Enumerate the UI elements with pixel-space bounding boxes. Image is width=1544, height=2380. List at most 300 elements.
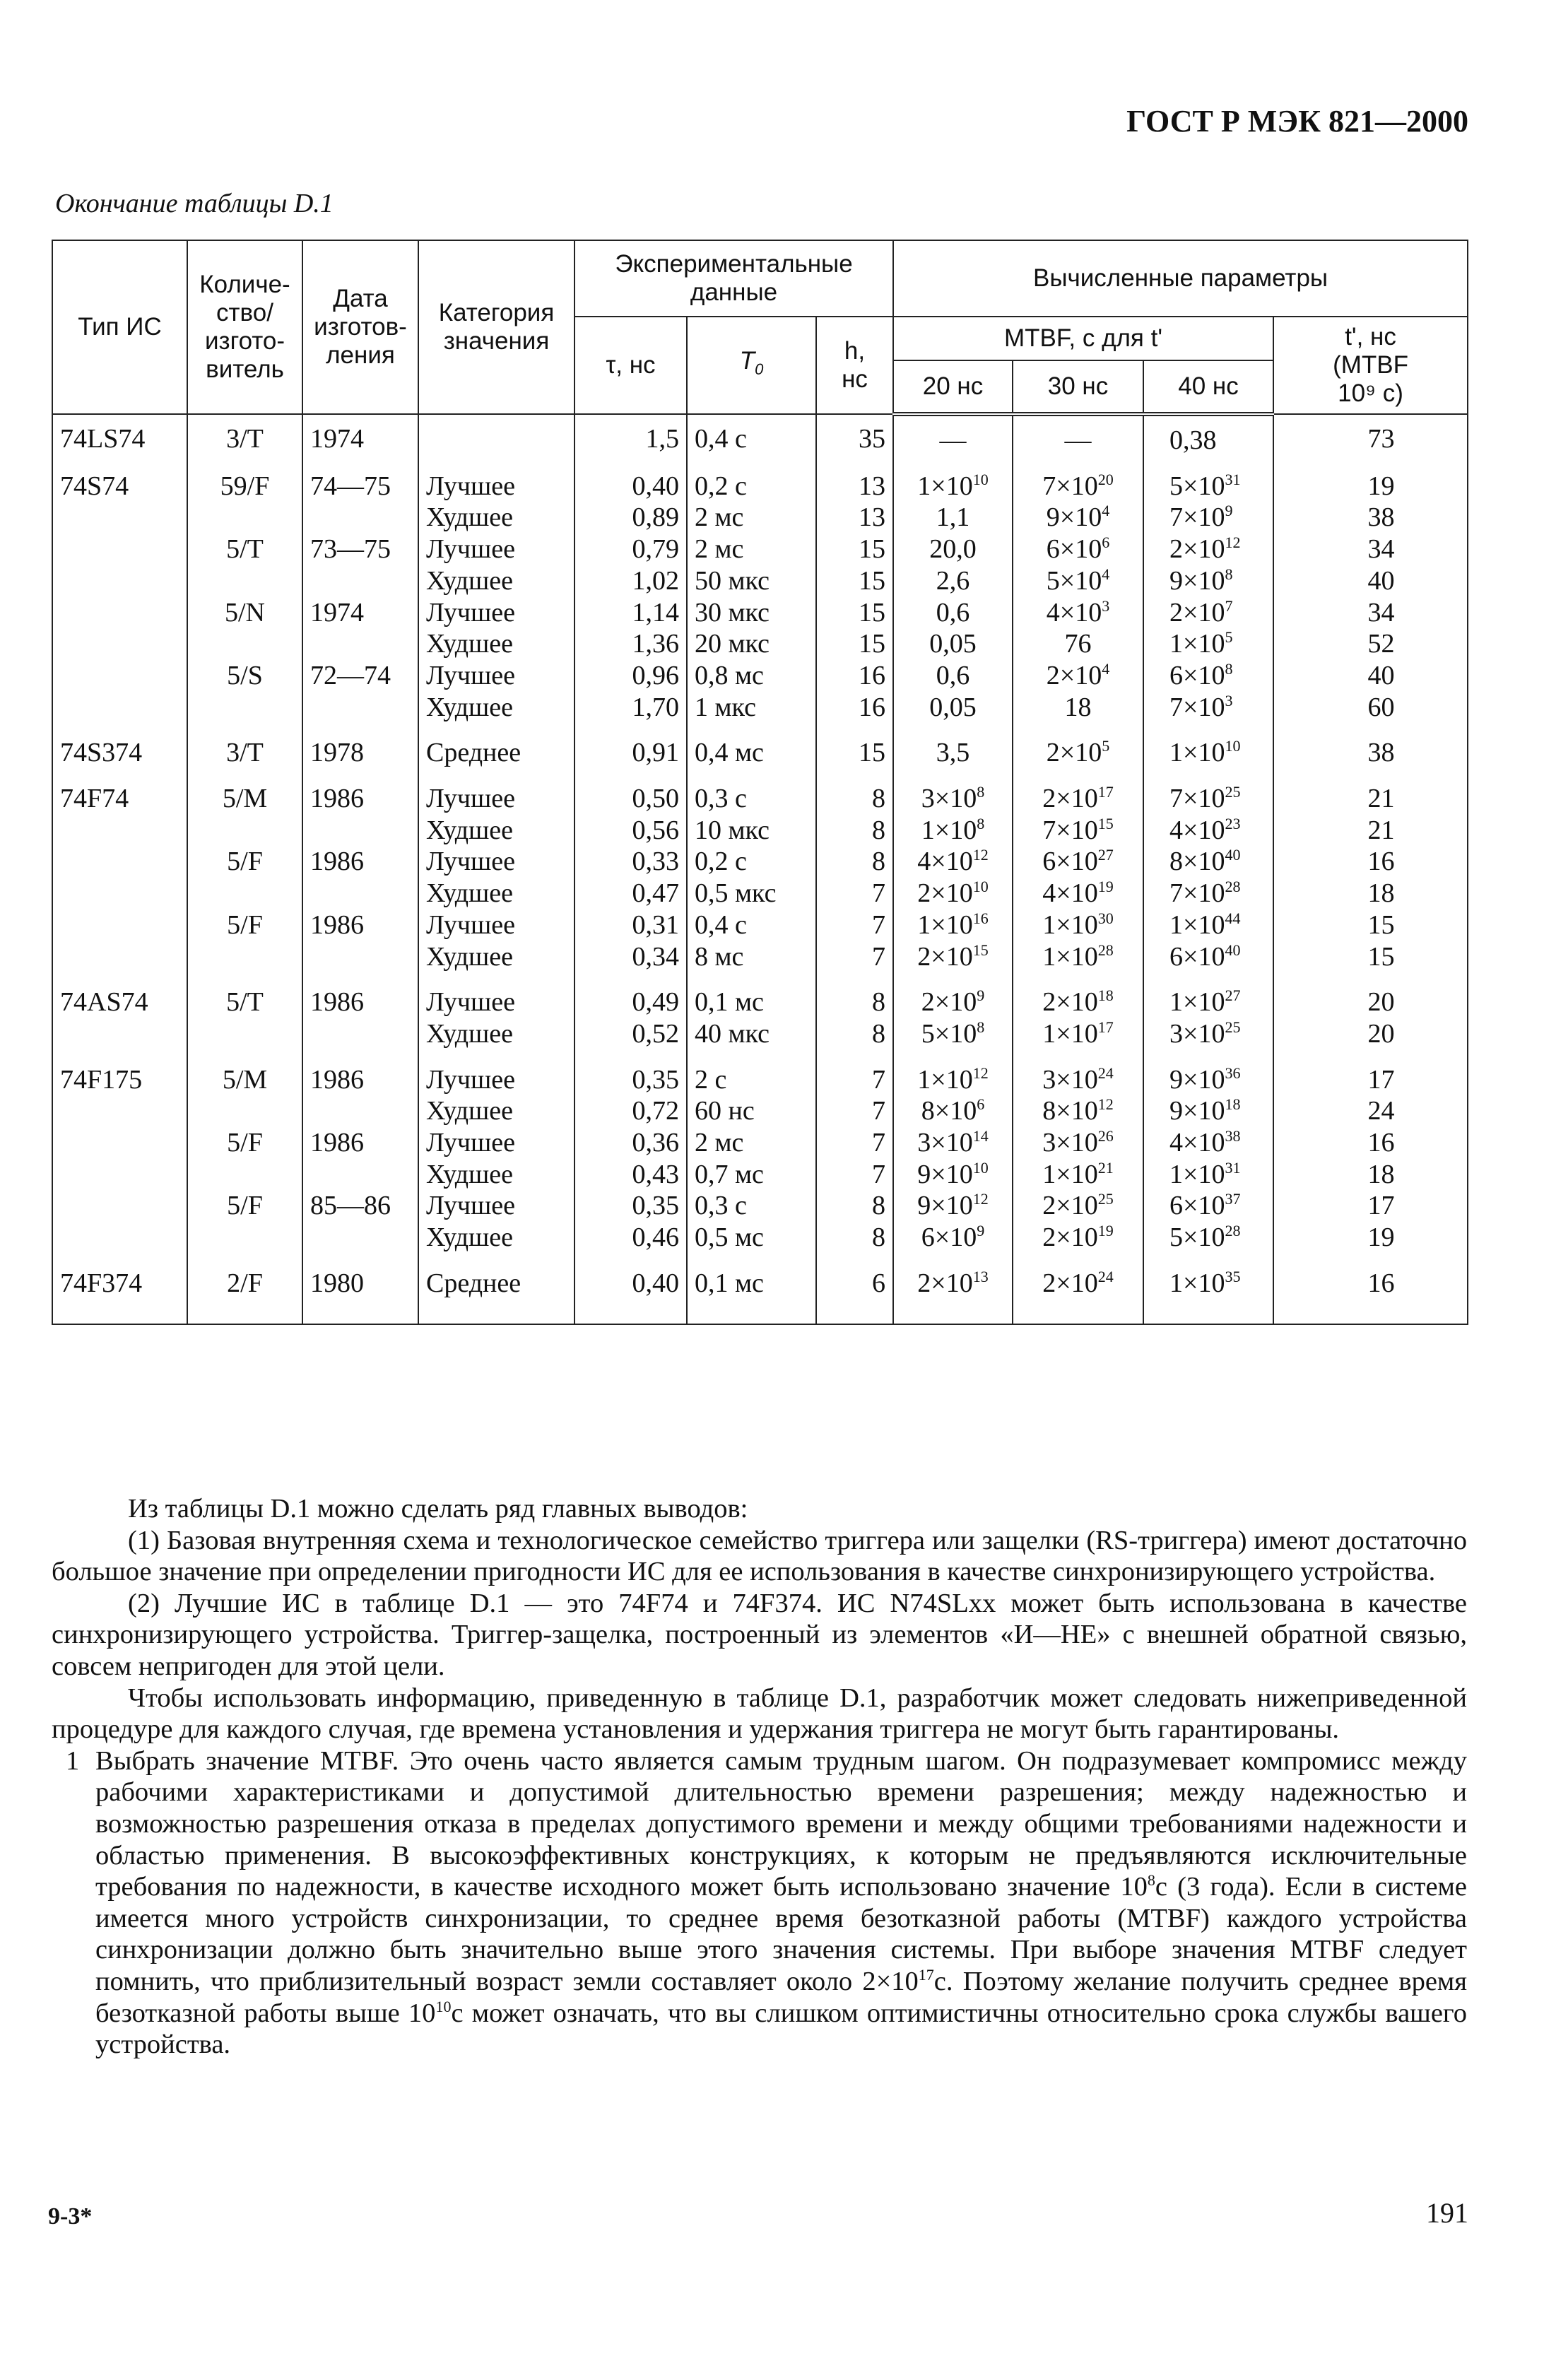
- cell-mtbf-40: $6\times 10^{40}$: [1143, 941, 1273, 973]
- cell-mtbf-20: —: [893, 414, 1013, 456]
- cell-type: [52, 1222, 187, 1254]
- cell-mtbf-40: $6\times 10^{37}$: [1143, 1190, 1273, 1222]
- cell-tau: 0,47: [574, 878, 687, 909]
- cell-type: [52, 628, 187, 660]
- cell-mtbf-40: $7\times 10^9$: [1143, 502, 1273, 534]
- header-date: Дата изготов- ления: [302, 240, 418, 414]
- cell-tau: 0,40: [574, 456, 687, 502]
- cell-type: 74S74: [52, 456, 187, 502]
- cell-qty: [187, 1018, 302, 1050]
- cell-category: Лучшее: [418, 534, 574, 565]
- cell-tau: 0,89: [574, 502, 687, 534]
- cell-mtbf-20: $3\times 10^8$: [893, 769, 1013, 815]
- table-row: [52, 1050, 1468, 1096]
- cell-mtbf-30: $2\times 10^4$: [1013, 660, 1143, 692]
- cell-date: 1980: [302, 1254, 418, 1324]
- cell-mtbf-30: $1\times 10^{17}$: [1013, 1018, 1143, 1050]
- cell-date: [302, 502, 418, 534]
- cell-category: Среднее: [418, 1254, 574, 1324]
- cell-qty: [187, 565, 302, 597]
- cell-date: 1986: [302, 972, 418, 1018]
- cell-mtbf-30: $2\times 10^{19}$: [1013, 1222, 1143, 1254]
- cell-tau: 0,46: [574, 1222, 687, 1254]
- cell-t0: 1 мкс: [687, 692, 816, 724]
- cell-qty: 5/M: [187, 769, 302, 815]
- cell-tau: 0,35: [574, 1190, 687, 1222]
- cell-date: 1978: [302, 723, 418, 769]
- cell-tau: 0,43: [574, 1159, 687, 1191]
- cell-tau: 0,96: [574, 660, 687, 692]
- cell-mtbf-20: $3\times 10^{14}$: [893, 1127, 1013, 1159]
- cell-t0: 10 мкс: [687, 815, 816, 847]
- cell-h: 15: [816, 565, 893, 597]
- table-row: [52, 414, 1468, 456]
- table-row: [52, 1018, 1468, 1050]
- cell-type: 74F74: [52, 769, 187, 815]
- cell-category: Лучшее: [418, 972, 574, 1018]
- cell-tprime: 19: [1273, 456, 1468, 502]
- cell-category: Худшее: [418, 1018, 574, 1050]
- cell-qty: [187, 1095, 302, 1127]
- cell-t0: 0,4 мс: [687, 723, 816, 769]
- cell-mtbf-20: 0,6: [893, 660, 1013, 692]
- cell-mtbf-40: $4\times 10^{38}$: [1143, 1127, 1273, 1159]
- cell-tprime: 20: [1273, 1018, 1468, 1050]
- table-row: [52, 565, 1468, 597]
- document-header: ГОСТ Р МЭК 821—2000: [1126, 104, 1468, 139]
- table-row: [52, 1159, 1468, 1191]
- cell-category: Худшее: [418, 565, 574, 597]
- cell-mtbf-20: $1\times 10^8$: [893, 815, 1013, 847]
- cell-qty: [187, 628, 302, 660]
- cell-qty: 5/N: [187, 597, 302, 629]
- cell-h: 7: [816, 909, 893, 941]
- cell-h: 7: [816, 1127, 893, 1159]
- cell-tau: 1,36: [574, 628, 687, 660]
- cell-qty: 2/F: [187, 1254, 302, 1324]
- cell-type: [52, 1095, 187, 1127]
- cell-mtbf-30: $2\times 10^{17}$: [1013, 769, 1143, 815]
- cell-date: 1986: [302, 909, 418, 941]
- cell-h: 7: [816, 941, 893, 973]
- header-computed: Вычисленные параметры: [893, 240, 1468, 317]
- cell-tprime: 60: [1273, 692, 1468, 724]
- cell-category: Худшее: [418, 878, 574, 909]
- cell-mtbf-30: —: [1013, 414, 1143, 456]
- header-experimental: Экспериментальные данные: [574, 240, 893, 317]
- cell-tau: 1,5: [574, 414, 687, 456]
- cell-mtbf-40: $8\times 10^{40}$: [1143, 846, 1273, 878]
- cell-tau: 0,52: [574, 1018, 687, 1050]
- cell-h: 35: [816, 414, 893, 456]
- cell-category: Худшее: [418, 1222, 574, 1254]
- cell-qty: 3/T: [187, 723, 302, 769]
- header-h: h, нс: [816, 317, 893, 414]
- cell-h: 8: [816, 815, 893, 847]
- cell-category: Лучшее: [418, 1050, 574, 1096]
- cell-mtbf-30: $9\times 10^4$: [1013, 502, 1143, 534]
- cell-h: 8: [816, 769, 893, 815]
- cell-tprime: 15: [1273, 941, 1468, 973]
- cell-t0: 0,4 с: [687, 909, 816, 941]
- cell-type: [52, 909, 187, 941]
- cell-mtbf-40: $7\times 10^{25}$: [1143, 769, 1273, 815]
- cell-date: [302, 1018, 418, 1050]
- cell-qty: [187, 1159, 302, 1191]
- cell-qty: [187, 815, 302, 847]
- cell-t0: 0,7 мс: [687, 1159, 816, 1191]
- cell-category: Лучшее: [418, 769, 574, 815]
- cell-h: 8: [816, 972, 893, 1018]
- cell-category: [418, 414, 574, 456]
- cell-t0: 0,2 с: [687, 846, 816, 878]
- table-row: [52, 660, 1468, 692]
- point-1: (1) Базовая внутренняя схема и технологическое семейство триггера или защелки (RS-триггера) имеют достаточно большое значение при определении пригодности ИС для ее использования в качестве синхронизирующего устройства.: [52, 1525, 1467, 1587]
- cell-category: Худшее: [418, 1159, 574, 1191]
- cell-mtbf-20: $2\times 10^{10}$: [893, 878, 1013, 909]
- cell-date: 74—75: [302, 456, 418, 502]
- cell-tau: 0,35: [574, 1050, 687, 1096]
- cell-category: Худшее: [418, 815, 574, 847]
- cell-category: Лучшее: [418, 846, 574, 878]
- cell-tprime: 16: [1273, 1127, 1468, 1159]
- cell-qty: [187, 941, 302, 973]
- cell-date: 1986: [302, 1127, 418, 1159]
- cell-category: Лучшее: [418, 660, 574, 692]
- cell-t0: 0,2 с: [687, 456, 816, 502]
- cell-date: 72—74: [302, 660, 418, 692]
- step-number: 1: [66, 1745, 80, 1776]
- cell-h: 7: [816, 1095, 893, 1127]
- cell-h: 8: [816, 1222, 893, 1254]
- cell-h: 15: [816, 723, 893, 769]
- cell-tprime: 18: [1273, 878, 1468, 909]
- cell-tprime: 52: [1273, 628, 1468, 660]
- table-caption: Окончание таблицы D.1: [55, 189, 334, 218]
- cell-date: [302, 692, 418, 724]
- cell-t0: 0,1 мс: [687, 972, 816, 1018]
- cell-category: Лучшее: [418, 597, 574, 629]
- cell-h: 13: [816, 502, 893, 534]
- cell-h: 15: [816, 628, 893, 660]
- header-qty: Количе- ство/ изгото- витель: [187, 240, 302, 414]
- cell-mtbf-40: $1\times 10^{31}$: [1143, 1159, 1273, 1191]
- cell-t0: 0,1 мс: [687, 1254, 816, 1324]
- cell-date: [302, 1222, 418, 1254]
- table-row: [52, 878, 1468, 909]
- table-row: [52, 846, 1468, 878]
- cell-mtbf-40: $1\times 10^{35}$: [1143, 1254, 1273, 1324]
- cell-qty: [187, 878, 302, 909]
- cell-date: 73—75: [302, 534, 418, 565]
- cell-h: 7: [816, 878, 893, 909]
- cell-mtbf-40: $3\times 10^{25}$: [1143, 1018, 1273, 1050]
- cell-h: 8: [816, 846, 893, 878]
- cell-date: 1986: [302, 846, 418, 878]
- cell-type: 74LS74: [52, 414, 187, 456]
- cell-type: 74F374: [52, 1254, 187, 1324]
- cell-mtbf-30: $1\times 10^{30}$: [1013, 909, 1143, 941]
- cell-tau: 0,56: [574, 815, 687, 847]
- cell-t0: 20 мкс: [687, 628, 816, 660]
- cell-mtbf-20: $6\times 10^9$: [893, 1222, 1013, 1254]
- cell-tprime: 38: [1273, 502, 1468, 534]
- cell-mtbf-20: 0,6: [893, 597, 1013, 629]
- cell-date: 1974: [302, 414, 418, 456]
- cell-type: 74S374: [52, 723, 187, 769]
- cell-mtbf-20: $2\times 10^{15}$: [893, 941, 1013, 973]
- intro-paragraph: Из таблицы D.1 можно сделать ряд главных выводов:: [128, 1494, 748, 1524]
- cell-mtbf-20: $1\times 10^{16}$: [893, 909, 1013, 941]
- cell-tau: 1,02: [574, 565, 687, 597]
- cell-mtbf-20: $1\times 10^{10}$: [893, 456, 1013, 502]
- cell-mtbf-40: $1\times 10^{10}$: [1143, 723, 1273, 769]
- cell-h: 7: [816, 1050, 893, 1096]
- table-row: [52, 1222, 1468, 1254]
- cell-mtbf-40: $5\times 10^{31}$: [1143, 456, 1273, 502]
- cell-date: [302, 565, 418, 597]
- cell-mtbf-40: $2\times 10^{12}$: [1143, 534, 1273, 565]
- cell-type: [52, 1018, 187, 1050]
- cell-mtbf-20: 3,5: [893, 723, 1013, 769]
- cell-date: 1986: [302, 1050, 418, 1096]
- cell-mtbf-30: 76: [1013, 628, 1143, 660]
- cell-mtbf-30: $2\times 10^{25}$: [1013, 1190, 1143, 1222]
- cell-category: Лучшее: [418, 456, 574, 502]
- cell-h: 15: [816, 534, 893, 565]
- cell-tau: 0,31: [574, 909, 687, 941]
- data-table: [52, 240, 1468, 1325]
- cell-t0: 2 с: [687, 1050, 816, 1096]
- cell-qty: [187, 1222, 302, 1254]
- cell-mtbf-40: $2\times 10^7$: [1143, 597, 1273, 629]
- table-row: [52, 769, 1468, 815]
- table-row: [52, 456, 1468, 502]
- cell-mtbf-40: 0,38: [1143, 414, 1273, 456]
- cell-tau: 0,72: [574, 1095, 687, 1127]
- cell-category: Худшее: [418, 502, 574, 534]
- cell-mtbf-30: $7\times 10^{20}$: [1013, 456, 1143, 502]
- table-row: [52, 723, 1468, 769]
- cell-mtbf-40: $1\times 10^{27}$: [1143, 972, 1273, 1018]
- cell-mtbf-40: $6\times 10^8$: [1143, 660, 1273, 692]
- cell-qty: 5/F: [187, 1190, 302, 1222]
- cell-tprime: 16: [1273, 846, 1468, 878]
- cell-mtbf-30: $6\times 10^6$: [1013, 534, 1143, 565]
- table-row: [52, 502, 1468, 534]
- footer-signature: 9-3*: [48, 2203, 93, 2229]
- cell-mtbf-20: 1,1: [893, 502, 1013, 534]
- cell-t0: 0,5 мкс: [687, 878, 816, 909]
- cell-tau: 0,40: [574, 1254, 687, 1324]
- cell-mtbf-30: $2\times 10^5$: [1013, 723, 1143, 769]
- cell-date: [302, 628, 418, 660]
- cell-tprime: 40: [1273, 660, 1468, 692]
- cell-type: [52, 534, 187, 565]
- cell-category: Худшее: [418, 692, 574, 724]
- table-row: [52, 692, 1468, 724]
- cell-t0: 2 мс: [687, 502, 816, 534]
- table-row: [52, 597, 1468, 629]
- cell-tprime: 21: [1273, 769, 1468, 815]
- cell-tau: 0,50: [574, 769, 687, 815]
- cell-mtbf-30: $8\times 10^{12}$: [1013, 1095, 1143, 1127]
- cell-type: [52, 502, 187, 534]
- cell-tau: 0,49: [574, 972, 687, 1018]
- cell-mtbf-40: $1\times 10^{44}$: [1143, 909, 1273, 941]
- cell-category: Лучшее: [418, 909, 574, 941]
- cell-mtbf-30: $6\times 10^{27}$: [1013, 846, 1143, 878]
- cell-mtbf-40: $9\times 10^{18}$: [1143, 1095, 1273, 1127]
- cell-h: 6: [816, 1254, 893, 1324]
- header-mtbf: MTBF, с для t': [893, 317, 1273, 360]
- cell-tprime: 24: [1273, 1095, 1468, 1127]
- cell-tprime: 73: [1273, 414, 1468, 456]
- cell-tau: 0,36: [574, 1127, 687, 1159]
- cell-category: Лучшее: [418, 1190, 574, 1222]
- table-row: [52, 1254, 1468, 1324]
- cell-t0: 8 мс: [687, 941, 816, 973]
- cell-date: [302, 878, 418, 909]
- header-t20: 20 нс: [893, 360, 1013, 414]
- cell-t0: 50 мкс: [687, 565, 816, 597]
- header-category: Категория значения: [418, 240, 574, 414]
- cell-category: Лучшее: [418, 1127, 574, 1159]
- cell-category: Худшее: [418, 628, 574, 660]
- cell-type: 74F175: [52, 1050, 187, 1096]
- cell-mtbf-30: $3\times 10^{26}$: [1013, 1127, 1143, 1159]
- cell-mtbf-40: $9\times 10^{36}$: [1143, 1050, 1273, 1096]
- cell-mtbf-40: $1\times 10^5$: [1143, 628, 1273, 660]
- cell-qty: 5/S: [187, 660, 302, 692]
- step-text: Выбрать значение MTBF. Это очень часто является самым трудным шагом. Он подразумевает компромисс между рабочими характеристиками и допустимой длительностью времени разрешения; между надежностью и возможностью разрешения отказа в пределах допустимого времени и между общими требованиями надежности и областью применения. В высокоэффективных конструкциях, к которым не предъявляются исключительные требования по надежности, в качестве исходного может быть использовано значение $10^8с$ (3 года). Если в системе имеется много устройств синхронизации, то среднее время безотказной работы (MTBF) каждого устройства синхронизации должно быть значительно выше этого значения системы. При выборе значения MTBF следует помнить, что приблизительный возраст земли составляет около $2\times 10^{17}с$. Поэтому желание получить среднее время безотказной работы выше $10^{10}с$ может означать, что вы слишком оптимистичны относительно срока службы вашего устройства.: [95, 1745, 1467, 2060]
- cell-qty: 5/F: [187, 1127, 302, 1159]
- cell-mtbf-20: 0,05: [893, 628, 1013, 660]
- cell-mtbf-30: $4\times 10^3$: [1013, 597, 1143, 629]
- cell-type: [52, 1190, 187, 1222]
- table-row: [52, 534, 1468, 565]
- cell-qty: 59/F: [187, 456, 302, 502]
- cell-date: [302, 941, 418, 973]
- cell-t0: 0,4 с: [687, 414, 816, 456]
- cell-type: [52, 597, 187, 629]
- cell-mtbf-30: $4\times 10^{19}$: [1013, 878, 1143, 909]
- cell-mtbf-20: $9\times 10^{10}$: [893, 1159, 1013, 1191]
- cell-mtbf-30: 18: [1013, 692, 1143, 724]
- header-type: Тип ИС: [52, 240, 187, 414]
- cell-date: [302, 815, 418, 847]
- cell-tprime: 21: [1273, 815, 1468, 847]
- cell-tau: 1,14: [574, 597, 687, 629]
- cell-mtbf-30: $5\times 10^4$: [1013, 565, 1143, 597]
- body-text: [52, 1493, 1467, 2061]
- cell-type: [52, 878, 187, 909]
- cell-h: 8: [816, 1018, 893, 1050]
- cell-mtbf-40: $5\times 10^{28}$: [1143, 1222, 1273, 1254]
- cell-h: 8: [816, 1190, 893, 1222]
- cell-t0: 40 мкс: [687, 1018, 816, 1050]
- cell-tprime: 34: [1273, 597, 1468, 629]
- cell-tprime: 40: [1273, 565, 1468, 597]
- procedure-paragraph: Чтобы использовать информацию, приведенную в таблице D.1, разработчик может следовать нижеприведенной процедуре для каждого случая, где времена установления и удержания триггера не могут быть гарантированы.: [52, 1683, 1467, 1745]
- cell-qty: 5/F: [187, 846, 302, 878]
- cell-mtbf-40: $7\times 10^3$: [1143, 692, 1273, 724]
- cell-tprime: 18: [1273, 1159, 1468, 1191]
- cell-qty: [187, 692, 302, 724]
- cell-qty: 5/M: [187, 1050, 302, 1096]
- cell-mtbf-20: $9\times 10^{12}$: [893, 1190, 1013, 1222]
- cell-mtbf-30: $1\times 10^{21}$: [1013, 1159, 1143, 1191]
- cell-h: 16: [816, 660, 893, 692]
- cell-mtbf-20: 0,05: [893, 692, 1013, 724]
- cell-type: 74AS74: [52, 972, 187, 1018]
- cell-date: 1986: [302, 769, 418, 815]
- cell-type: [52, 1159, 187, 1191]
- table-row: [52, 815, 1468, 847]
- cell-t0: 60 нс: [687, 1095, 816, 1127]
- header-tau: τ, нс: [574, 317, 687, 414]
- cell-category: Худшее: [418, 1095, 574, 1127]
- cell-mtbf-40: $4\times 10^{23}$: [1143, 815, 1273, 847]
- cell-mtbf-20: $8\times 10^6$: [893, 1095, 1013, 1127]
- cell-mtbf-40: $7\times 10^{28}$: [1143, 878, 1273, 909]
- cell-tprime: 15: [1273, 909, 1468, 941]
- cell-h: 13: [816, 456, 893, 502]
- cell-h: 15: [816, 597, 893, 629]
- cell-type: [52, 941, 187, 973]
- cell-type: [52, 815, 187, 847]
- cell-h: 16: [816, 692, 893, 724]
- cell-t0: 30 мкс: [687, 597, 816, 629]
- table-row: [52, 1095, 1468, 1127]
- cell-mtbf-30: $3\times 10^{24}$: [1013, 1050, 1143, 1096]
- cell-mtbf-30: $2\times 10^{18}$: [1013, 972, 1143, 1018]
- cell-t0: 0,3 с: [687, 1190, 816, 1222]
- table-row: [52, 1190, 1468, 1222]
- cell-qty: [187, 502, 302, 534]
- cell-t0: 0,5 мс: [687, 1222, 816, 1254]
- cell-tprime: 20: [1273, 972, 1468, 1018]
- table-row: [52, 909, 1468, 941]
- cell-qty: 3/T: [187, 414, 302, 456]
- cell-type: [52, 565, 187, 597]
- cell-t0: 2 мс: [687, 1127, 816, 1159]
- cell-type: [52, 846, 187, 878]
- header-t30: 30 нс: [1013, 360, 1143, 414]
- cell-mtbf-20: $2\times 10^{13}$: [893, 1254, 1013, 1324]
- cell-mtbf-20: $2\times 10^9$: [893, 972, 1013, 1018]
- cell-mtbf-20: 20,0: [893, 534, 1013, 565]
- cell-tprime: 17: [1273, 1190, 1468, 1222]
- table-body: [52, 414, 1468, 1324]
- header-t40: 40 нс: [1143, 360, 1273, 414]
- table-row: [52, 628, 1468, 660]
- cell-mtbf-40: $9\times 10^8$: [1143, 565, 1273, 597]
- cell-type: [52, 660, 187, 692]
- cell-tau: 0,33: [574, 846, 687, 878]
- cell-date: 1974: [302, 597, 418, 629]
- cell-mtbf-20: $1\times 10^{12}$: [893, 1050, 1013, 1096]
- table-row: [52, 941, 1468, 973]
- header-t0: $T_0$: [687, 317, 816, 414]
- cell-tprime: 17: [1273, 1050, 1468, 1096]
- point-2: (2) Лучшие ИС в таблице D.1 — это 74F74 и 74F374. ИС N74SLxx может быть использована в качестве синхронизирующего устройства. Триггер-защелка, построенный из элементов «И—НЕ» с внешней обратной связью, совсем непригоден для этой цели.: [52, 1588, 1467, 1681]
- cell-t0: 0,8 мс: [687, 660, 816, 692]
- cell-t0: 2 мс: [687, 534, 816, 565]
- cell-mtbf-20: 2,6: [893, 565, 1013, 597]
- cell-mtbf-30: $1\times 10^{28}$: [1013, 941, 1143, 973]
- cell-tprime: 34: [1273, 534, 1468, 565]
